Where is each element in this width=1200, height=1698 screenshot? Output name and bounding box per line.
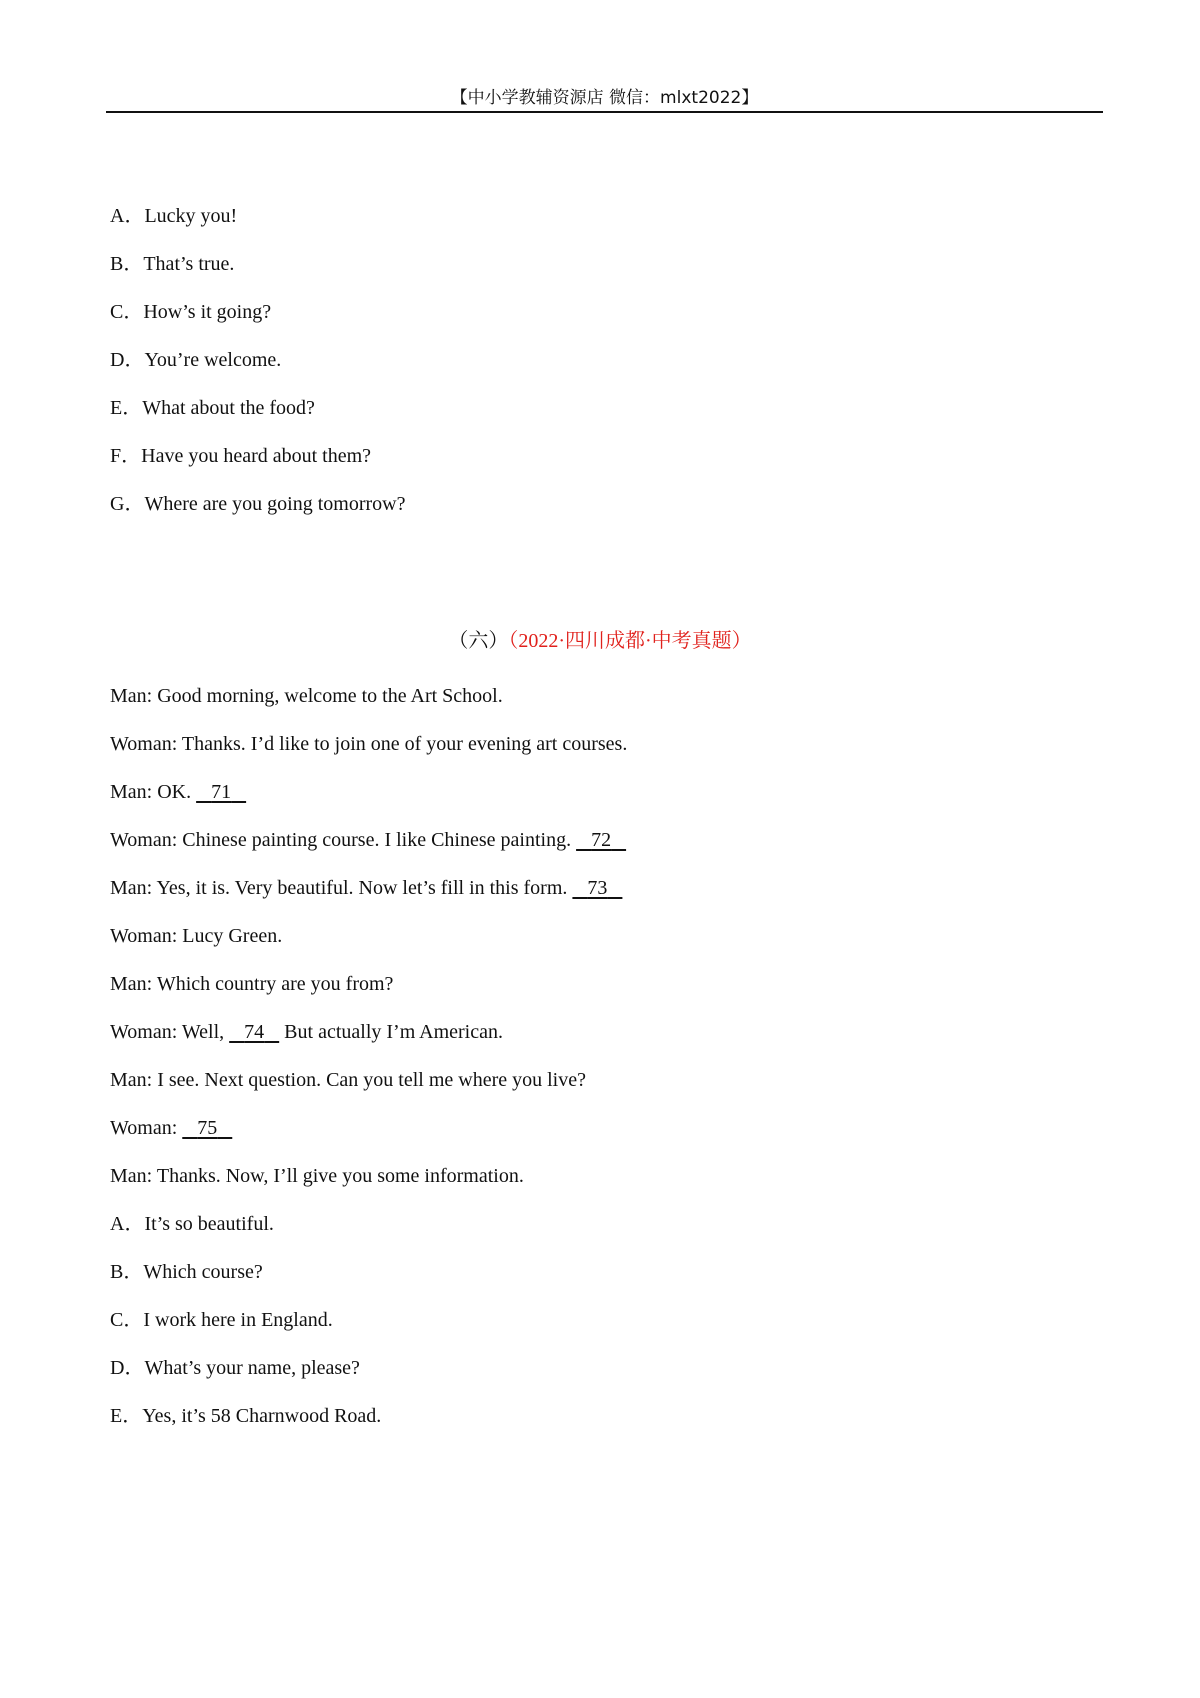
- blank-71[interactable]: 71: [211, 781, 232, 803]
- page-header: 【中小学教辅资源店 微信：mlxt2022】: [450, 88, 759, 108]
- dialogue-line: Man: Which country are you from?: [110, 973, 394, 995]
- option-prev-g: G．Where are you going tomorrow?: [110, 493, 406, 515]
- dialogue-line: Man: Thanks. Now, I’ll give you some information.: [110, 1165, 524, 1187]
- option-prev-c: C．How’s it going?: [110, 301, 272, 323]
- option-prev-a: A．Lucky you!: [110, 205, 238, 227]
- dialogue-line: Man: Yes, it is. Very beautiful. Now let’s fill in this form. 73: [110, 875, 622, 901]
- blank-72[interactable]: 72: [591, 829, 612, 851]
- dialogue-line: Man: OK. 71: [110, 779, 246, 805]
- option-a: A．It’s so beautiful.: [110, 1213, 274, 1235]
- blank-75[interactable]: 75: [197, 1117, 218, 1139]
- option-c: C．I work here in England.: [110, 1309, 333, 1331]
- header-divider: [106, 111, 1103, 113]
- dialogue-line: Woman: Lucy Green.: [110, 925, 283, 947]
- dialogue-line: Man: I see. Next question. Can you tell me where you live?: [110, 1069, 586, 1091]
- option-prev-e: E．What about the food?: [110, 397, 315, 419]
- option-e: E．Yes, it’s 58 Charnwood Road.: [110, 1405, 382, 1427]
- option-prev-d: D．You’re welcome.: [110, 349, 282, 371]
- option-prev-f: F．Have you heard about them?: [110, 445, 372, 467]
- section-title: （六）（2022·四川成都·中考真题）: [448, 630, 752, 652]
- dialogue-line: Woman: Thanks. I’d like to join one of your evening art courses.: [110, 733, 628, 755]
- option-prev-b: B．That’s true.: [110, 253, 235, 275]
- dialogue-line: Woman: 75: [110, 1115, 232, 1141]
- dialogue-line: Woman: Well, 74 But actually I’m American.: [110, 1021, 503, 1043]
- dialogue-line: Woman: Chinese painting course. I like Chinese painting. 72: [110, 827, 626, 853]
- dialogue-line: Man: Good morning, welcome to the Art School.: [110, 685, 503, 707]
- option-b: B．Which course?: [110, 1261, 263, 1283]
- section-source: （2022·四川成都·中考真题）: [508, 630, 752, 652]
- blank-73[interactable]: 73: [587, 877, 608, 899]
- option-d: D．What’s your name, please?: [110, 1357, 360, 1379]
- blank-74[interactable]: 74: [244, 1021, 265, 1043]
